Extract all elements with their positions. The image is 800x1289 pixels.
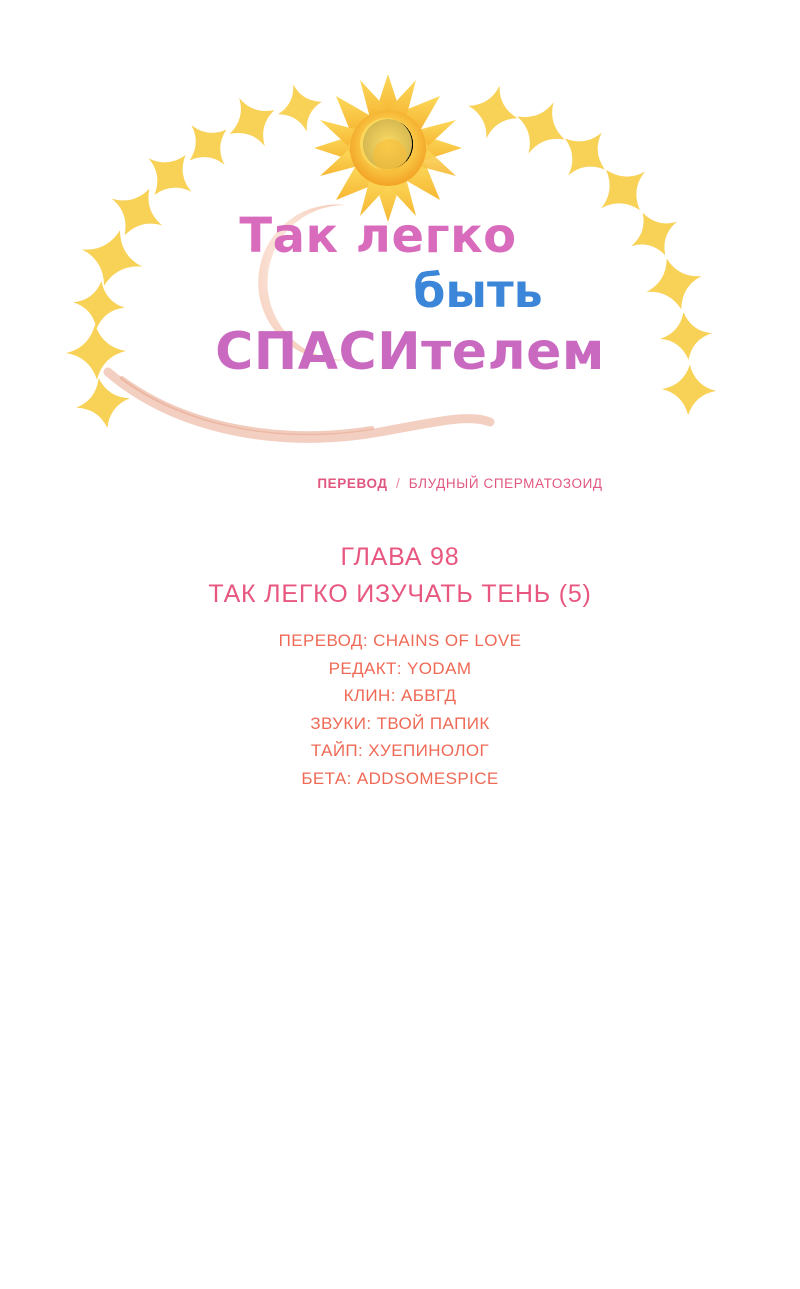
blank-page-area [0,800,800,1289]
chapter-title: ТАК ЛЕГКО ИЗУЧАТЬ ТЕНЬ (5) [208,580,592,608]
translator-label: ПЕРЕВОД [317,476,388,491]
credit-line-translation: ПЕРЕВОД: CHAINS OF LOVE [278,631,522,650]
credit-line-clean: КЛИН: АБВГД [343,686,457,706]
logo-title-line-2: быть [413,264,543,318]
credit-line-typeset: ТАЙП: ХУЕПИНОЛОГ [310,741,490,761]
credit-line-sfx: ЗВУКИ: ТВОЙ ПАПИК [310,713,490,733]
sun-shape [314,74,462,222]
translator-separator: / [395,476,401,491]
ribbon-swash [108,372,490,438]
translator-credit [0,476,800,491]
chapter-number: ГЛАВА 98 [340,543,460,571]
chapter-block [0,543,800,792]
sun-moon-sparkles-logo [0,0,800,470]
logo-title-line-1: Так легко [239,208,517,264]
translator-name: БЛУДНЫЙ СПЕРМАТОЗОИД [408,476,603,491]
logo-title-line-3: СПАСИтелем [215,322,605,382]
moon-shape [258,205,345,361]
credit-line-beta: БЕТА: ADDSOMESPICE [301,768,499,788]
credit-line-edit: РЕДАКТ: YODAM [328,658,472,678]
